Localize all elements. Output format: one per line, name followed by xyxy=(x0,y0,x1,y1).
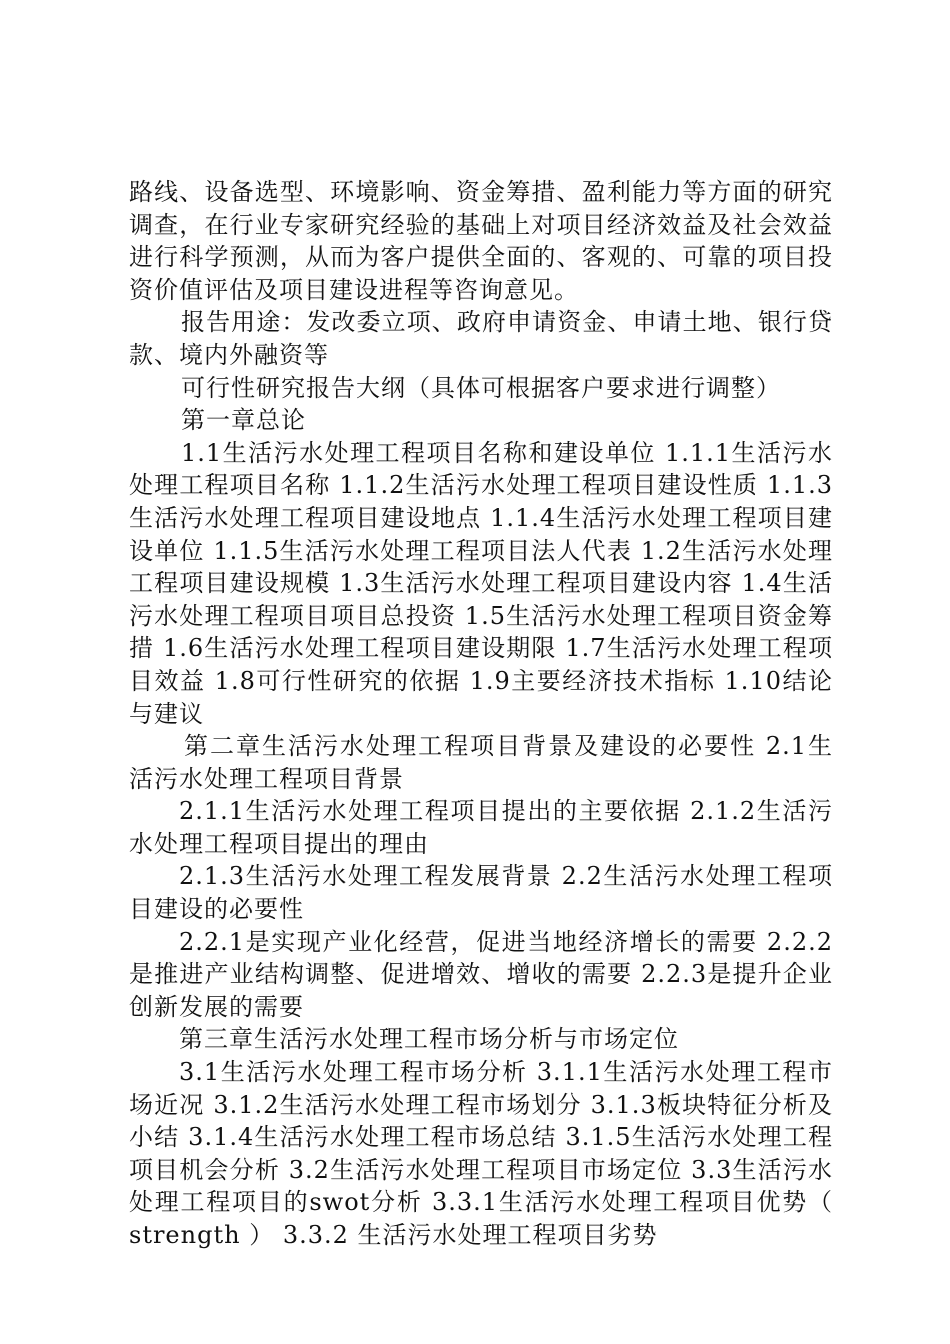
paragraph-intro: 路线、设备选型、环境影响、资金筹措、盈利能力等方面的研究调查，在行业专家研究经验的基础上对项目经济效益及社会效益进行科学预测，从而为客户提供全面的、客观的、可靠的项目投资价值评估及项目建设进程等咨询意见。 xyxy=(129,178,833,304)
section-2-2-1: 2.2.1是实现产业化经营，促进当地经济增长的需要 2.2.2是推进产业结构调整、促进增效、增收的需要 2.2.3是提升企业创新发展的需要 xyxy=(129,927,833,1021)
chapter-2-heading: 第二章生活污水处理工程项目背景及建设的必要性 2.1生活污水处理工程项目背景 xyxy=(129,732,833,793)
section-2-1-1: 2.1.1生活污水处理工程项目提出的主要依据 2.1.2生活污水处理工程项目提出的理由 xyxy=(129,797,833,858)
paragraph-outline-title: 可行性研究报告大纲（具体可根据客户要求进行调整） xyxy=(181,373,781,402)
chapter-3-heading: 第三章生活污水处理工程市场分析与市场定位 xyxy=(179,1025,679,1054)
chapter-1-contents: 1.1生活污水处理工程项目名称和建设单位 1.1.1生活污水处理工程项目名称 1.1.2生活污水处理工程项目建设性质 1.1.3生活污水处理工程项目建设地点 1.1.4生活污水处理工程项目建设单位 1.1.5生活污水处理工程项目法人代表 1.2生活污水处理工程项目建设规模 1.3生活污水处理工程项目建设内容 1.4生活污水处理工程项目项目总投资 1.5生活污水处理工程项目资金筹措 1.6生活污水处理工程项目建设期限 1.7生活污水处理工程项目效益 1.8可行性研究的依据 1.9主要经济技术指标 1.10结论与建议 xyxy=(129,438,833,728)
chapter-3-contents: 3.1生活污水处理工程市场分析 3.1.1生活污水处理工程市场近况 3.1.2生活污水处理工程市场划分 3.1.3板块特征分析及小结 3.1.4生活污水处理工程市场总结 3.1.5生活污水处理工程项目机会分析 3.2生活污水处理工程项目市场定位 3.3生活污水处理工程项目的swot分析 3.3.1生活污水处理工程项目优势（ strength ） 3.3.2 生活污水处理工程项目劣势 xyxy=(129,1058,833,1249)
document-body xyxy=(129,176,833,1252)
section-2-1-3: 2.1.3生活污水处理工程发展背景 2.2生活污水处理工程项目建设的必要性 xyxy=(129,862,833,924)
chapter-1-heading: 第一章总论 xyxy=(181,406,306,435)
paragraph-report-usage: 报告用途：发改委立项、政府申请资金、申请土地、银行贷款、境内外融资等 xyxy=(129,308,833,369)
